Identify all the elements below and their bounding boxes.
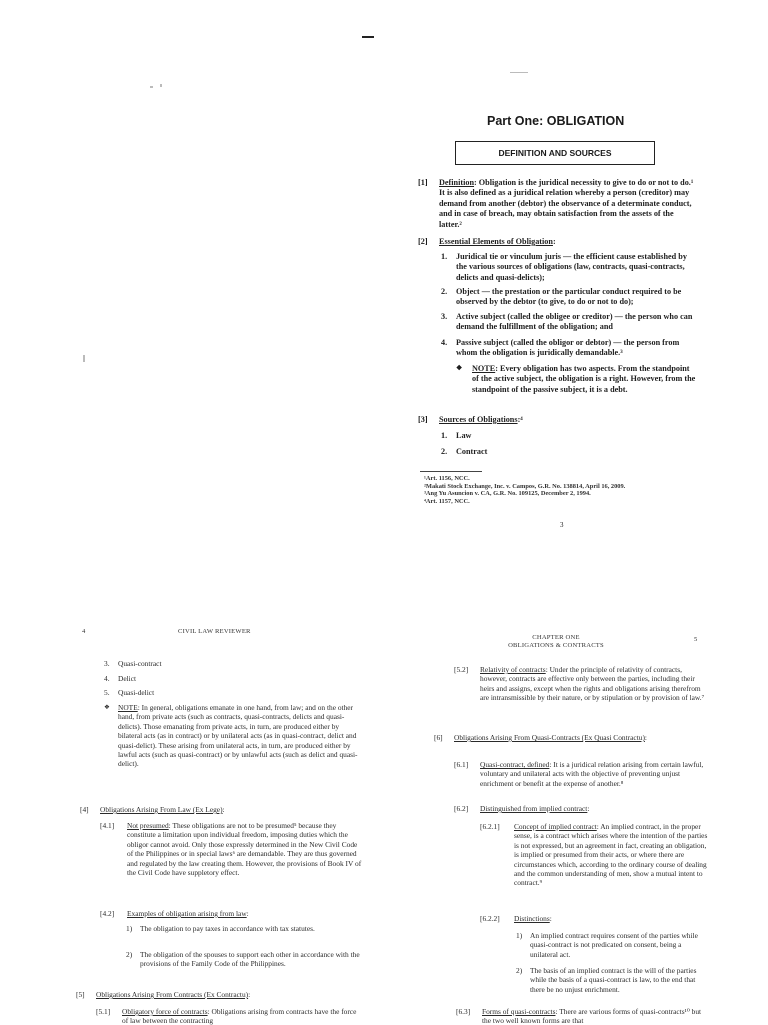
item-number: [6.2.2]: [480, 914, 500, 923]
definition-paragraph: [439, 178, 697, 230]
list-item: An implied contract requires consent of the parties while quasi-contract is not predicated on consent, being a unilateral act.: [530, 931, 698, 959]
elements-heading-line: Essential Elements of Obligation:: [439, 237, 556, 246]
section-title-box: [455, 141, 655, 165]
item-number: [6.2.1]: [480, 822, 500, 831]
section-heading-line: Obligations Arising From Contracts (Ex Contractu):: [96, 990, 251, 999]
subsection-heading: Relativity of contracts: [480, 665, 546, 674]
footnote: ¹Art. 1156, NCC.: [424, 475, 470, 482]
footnote: ³Ang Yu Asuncion v. CA, G.R. No. 109125, December 2, 1994.: [424, 490, 591, 498]
paragraph: Forms of quasi-contracts: There are various forms of quasi-contracts¹⁰ but the two well known forms are that: [482, 1007, 702, 1025]
item-number: [6.1]: [454, 760, 469, 769]
item-number: [5]: [76, 990, 85, 999]
chapter-title: OBLIGATIONS & CONTRACTS: [508, 642, 604, 649]
list-number: 4.: [441, 338, 448, 347]
item-number: [6.2]: [454, 804, 469, 813]
section-heading: Obligations Arising From Law (Ex Lege): [100, 805, 223, 814]
item-number: [5.2]: [454, 665, 469, 674]
subsection-heading: Distinctions: [514, 914, 550, 923]
item-number: [5.1]: [96, 1007, 111, 1016]
subsection-heading: Distinguished from implied contract: [480, 804, 588, 813]
section-heading-line: Obligations Arising From Quasi-Contracts (Ex Quasi Contractu):: [454, 733, 647, 742]
list-item: Juridical tie or vinculum juris — the efficient cause established by the various sources of obligations (law, contracts, quasi-contracts, delicts and quasi-delicts);: [456, 252, 687, 282]
page-number: 5: [694, 636, 698, 643]
note-text: : Every obligation has two aspects. From the standpoint of the active subject, the obligation is a right. However, from the standpoint of the passive subject, it is a debt.: [472, 364, 696, 394]
footnote: ⁴Art. 1157, NCC.: [424, 497, 470, 505]
note-heading: NOTE: [118, 703, 138, 712]
subsection-heading: Obligatory force of contracts: [122, 1007, 208, 1016]
list-number: 5.: [104, 688, 110, 697]
section-title: DEFINITION AND SOURCES: [498, 148, 612, 158]
item-number: [4.1]: [100, 821, 115, 830]
item-number: [6.3]: [456, 1007, 471, 1016]
section-heading: Obligations Arising From Contracts (Ex Contractu): [96, 990, 249, 999]
item-number: [4.2]: [100, 909, 115, 918]
definition-text: : Obligation is the juridical necessity to give to do or not to do.¹ It is also defined as a juridical relation whereby a person (creditor) may demand from another (debtor) the observance of a determinate conduct, and in case of breach, may obtain satisfaction from the assets of the latter.²: [439, 178, 694, 229]
subsection-heading: Not presumed: [127, 821, 169, 830]
subsection-heading-line: Distinctions:: [514, 914, 552, 923]
note-bullet-icon: ❖: [104, 704, 110, 711]
subsection-heading: Concept of implied contract: [514, 822, 597, 831]
part-title: Part One: OBLIGATION: [487, 114, 625, 128]
paragraph: Concept of implied contract: An implied contract, in the proper sense, is a contract which arises where the intention of the parties is not expressed, but an agreement in fact, creating an obligation, is implied or presumed from their acts, or where there are circumstances which, according to the ordinary course of dealing and the common understanding of men, show a mutual intent to contract.⁹: [514, 822, 708, 888]
item-number: [1]: [418, 178, 428, 187]
list-number: 2.: [441, 447, 448, 456]
note-heading: NOTE: [472, 364, 496, 373]
list-number: 1.: [441, 431, 448, 440]
subsection-heading: Forms of quasi-contracts: [482, 1007, 556, 1016]
note-bullet-icon: ❖: [456, 364, 463, 372]
list-number: 1.: [441, 252, 448, 261]
page-5: [384, 600, 768, 1024]
paragraph: Obligatory force of contracts: Obligations arising from contracts have the force of law between the contracting: [122, 1007, 357, 1025]
definition-heading: Definition: [439, 178, 475, 187]
list-number: 4.: [104, 674, 110, 683]
list-item: Contract: [456, 447, 488, 456]
list-item: The basis of an implied contract is the will of the parties while the basis of a quasi-contract is law, to the end that there be no unjust enrichment.: [530, 966, 697, 994]
subsection-heading-line: Examples of obligation arising from law:: [127, 909, 249, 918]
list-number: 3.: [441, 312, 448, 321]
item-number: [2]: [418, 237, 428, 246]
list-item: Quasi-delict: [118, 688, 155, 697]
list-item: Object — the prestation or the particular conduct required to be observed by the debtor (to give, to do or not to do);: [456, 287, 682, 307]
elements-heading: Essential Elements of Obligation: [439, 237, 553, 246]
sources-heading-line: Sources of Obligations:⁴: [439, 415, 523, 424]
footnote: ²Makati Stock Exchange, Inc. v. Campos, G.R. No. 138814, April 16, 2009.: [424, 482, 626, 490]
list-number: 2): [126, 950, 133, 959]
list-number: 2.: [441, 287, 448, 296]
paragraph: Not presumed: These obligations are not to be presumed⁵ because they constitute a limitation upon individual freedom, imposing duties which the obligor cannot avoid. Only those expressly determined in the New Civil Code of the Philippines or in special laws⁶ are demandable. They are thus governed and regulated by the law creating them. However, the provisions of Book IV of the Civil Code have suppletory effect.: [127, 821, 362, 878]
list-number: 3.: [104, 659, 110, 668]
subsection-heading-line: Distinguished from implied contract:: [480, 804, 590, 813]
chapter-label: CHAPTER ONE: [532, 634, 580, 641]
list-item: The obligation of the spouses to support each other in accordance with the provisions of the Family Code of the Philippines.: [140, 950, 360, 969]
list-item: Active subject (called the obligee or creditor) — the person who can demand the fulfillment of the obligation; and: [456, 312, 693, 332]
list-number: 1): [516, 931, 523, 940]
item-number: [3]: [418, 415, 428, 424]
running-head: CIVIL LAW REVIEWER: [178, 628, 251, 635]
list-item: The obligation to pay taxes in accordance with tax statutes.: [140, 924, 315, 933]
page-number: 4: [82, 628, 86, 635]
list-number: 2): [516, 966, 523, 975]
note-paragraph: [472, 364, 697, 395]
note-text: : In general, obligations emanate in one hand, from law; and on the other hand, from private acts (such as contracts, quasi-contracts, delicts and quasi-delicts). Those emanating from private acts, in turn, are produced either by bilateral acts (as in contract) or by unilateral acts (as in quasi-contract, delict and quasi-delict). These arising from unilateral acts, in turn, are produced either by lawful acts (such as quasi-contract) or by unlawful acts (such as delict and quasi-delict).: [118, 703, 358, 769]
subsection-heading: Examples of obligation arising from law: [127, 909, 247, 918]
paragraph: Quasi-contract, defined: It is a juridical relation arising from certain lawful, voluntary and unilateral acts with the objective of preventing unjust enrichment or benefit at the expense of another.⁸: [480, 760, 704, 788]
list-item: Law: [456, 431, 472, 440]
list-item: Quasi-contract: [118, 659, 162, 668]
item-number: [6]: [434, 733, 443, 742]
subsection-heading: Quasi-contract, defined: [480, 760, 550, 769]
footnotes: [424, 475, 704, 505]
sources-heading: Sources of Obligations: [439, 415, 518, 424]
paragraph: Relativity of contracts: Under the principle of relativity of contracts, however, contracts are effective only between the parties, including their heirs and assigns, except when the rights and obligations arising therefrom are intransmissible by their nature, or by stipulation or by provision of law.⁷: [480, 665, 705, 703]
page-4: [0, 600, 384, 1024]
footnote-rule: [420, 471, 482, 472]
section-heading: Obligations Arising From Quasi-Contracts (Ex Quasi Contractu): [454, 733, 645, 742]
page-number: 3: [560, 521, 564, 529]
note-paragraph: [118, 703, 362, 769]
section-heading-line: Obligations Arising From Law (Ex Lege):: [100, 805, 225, 814]
list-item: Delict: [118, 674, 137, 683]
item-number: [4]: [80, 805, 89, 814]
list-number: 1): [126, 924, 133, 933]
list-item: Passive subject (called the obligor or debtor) — the person from whom the obligation is juridically demandable.³: [456, 338, 680, 358]
